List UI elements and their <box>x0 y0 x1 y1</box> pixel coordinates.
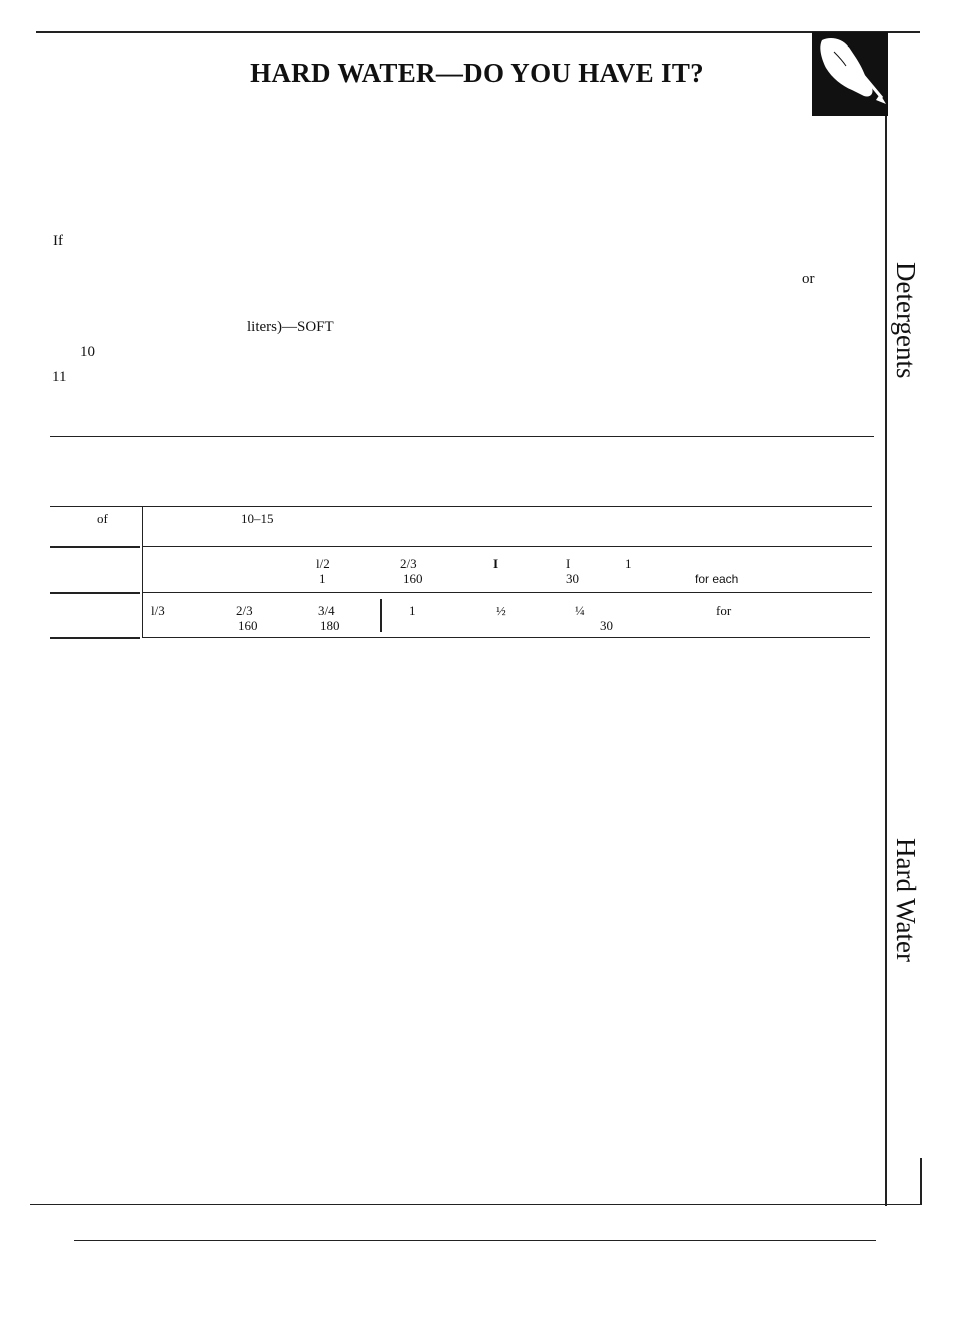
side-tab-rule <box>885 116 887 1206</box>
table-inner-divider <box>380 599 382 632</box>
table-header-of: of <box>97 511 108 526</box>
table-cell: ¼ <box>575 603 585 618</box>
body-fragment: If <box>53 233 63 249</box>
body-fragment: 10 <box>80 344 95 360</box>
table-bottom-rule <box>142 637 870 638</box>
section-divider <box>50 436 874 437</box>
table-cell: 1 <box>625 556 632 571</box>
table-row-rule <box>142 546 872 547</box>
table-cell: 180 <box>320 618 340 633</box>
table-cell: 30 <box>566 571 579 586</box>
table-cell: 1 <box>409 603 416 618</box>
table-row-rule <box>50 592 140 594</box>
table-cell: 1 <box>319 571 326 586</box>
table-cell: for <box>716 603 732 618</box>
header-top-rule <box>36 31 920 33</box>
table-cell: ½ <box>496 603 506 618</box>
hand-writing-icon <box>812 32 888 116</box>
table-cell: 160 <box>403 571 423 586</box>
footer-rule-lower <box>74 1240 876 1241</box>
table-row-rule <box>142 592 872 593</box>
body-fragment: liters)—SOFT <box>247 319 334 335</box>
body-fragment: 11 <box>52 369 67 385</box>
body-fragment: or <box>802 271 815 287</box>
page-title: HARD WATER—DO YOU HAVE IT? <box>250 58 704 88</box>
table-cell: 3/4 <box>318 603 335 618</box>
side-tab-hard-water: Hard Water <box>891 838 921 963</box>
table-bottom-rule <box>50 637 140 639</box>
table-cell: l/3 <box>151 603 165 618</box>
table-cell: 160 <box>238 618 258 633</box>
table-row-rule <box>50 546 140 548</box>
table-cell: 2/3 <box>236 603 253 618</box>
table-header-range: 10–15 <box>241 511 274 526</box>
side-tab-detergents: Detergents <box>891 262 921 379</box>
table-cell: l/2 <box>316 556 330 571</box>
table-cell: 2/3 <box>400 556 417 571</box>
table-cell: 30 <box>600 618 613 633</box>
side-tab-bottom-mark <box>920 1158 922 1204</box>
table-top-rule <box>50 506 872 507</box>
table-cell: for each <box>695 572 739 586</box>
table-cell: I <box>566 556 571 571</box>
footer-rule <box>30 1204 922 1205</box>
table-column-divider <box>142 507 143 638</box>
table-cell: I <box>493 556 499 571</box>
